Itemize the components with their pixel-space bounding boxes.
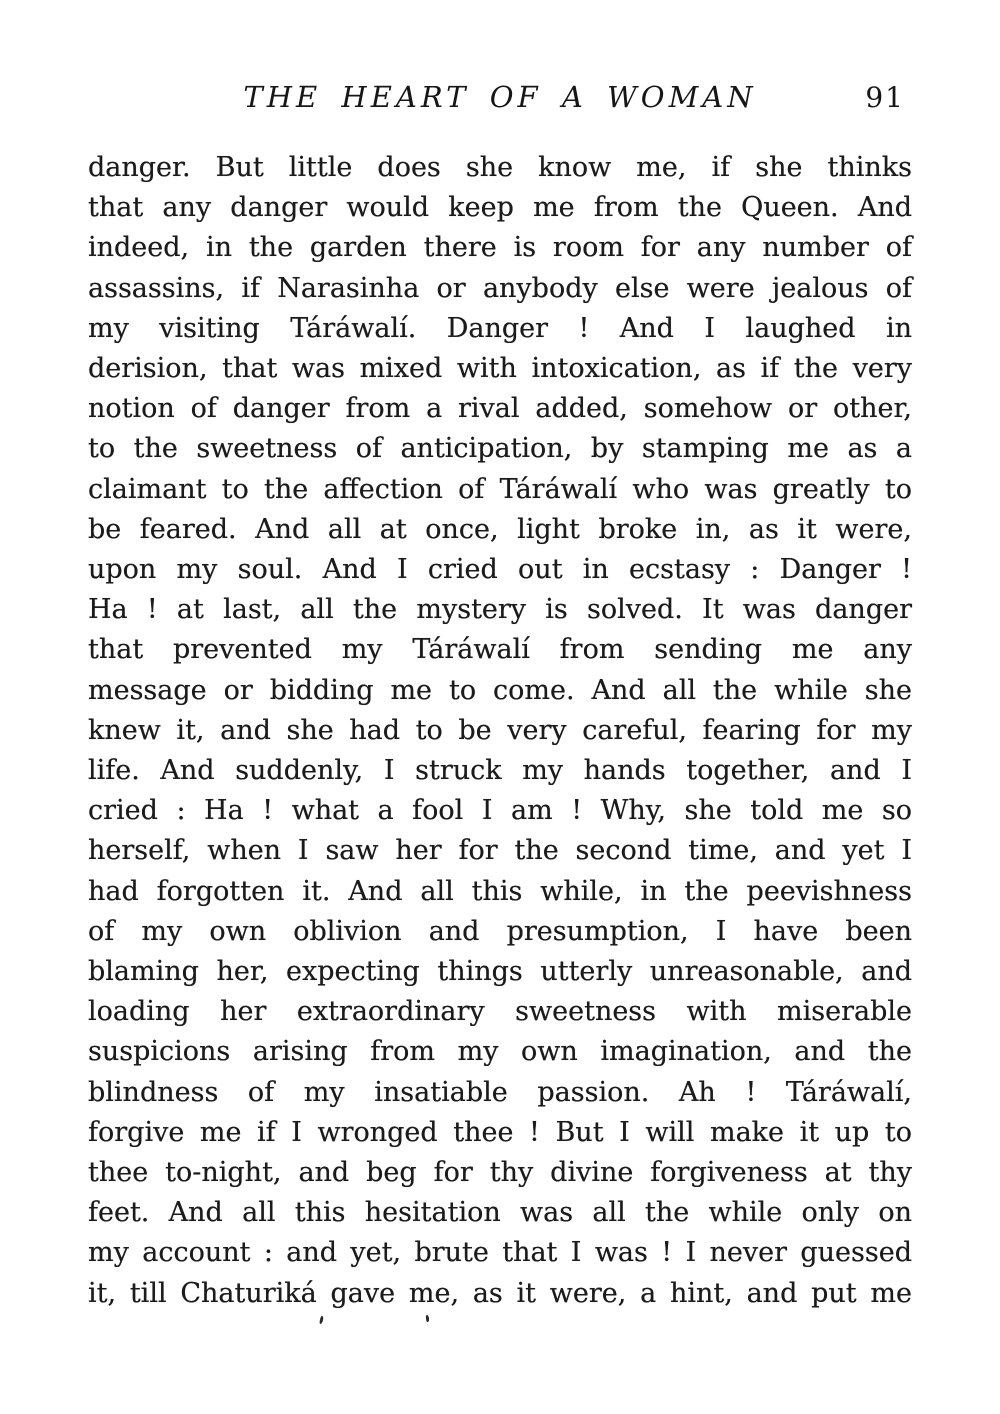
text-line: Ha ! at last, all the mystery is solved. It was danger xyxy=(88,594,912,626)
page-text xyxy=(88,148,912,1314)
text-line: be feared. And all at once, light broke in, as it were, xyxy=(88,513,912,545)
text-line: forgive me if I wronged thee ! But I will make it up to xyxy=(88,1116,912,1148)
running-header-title: THE HEART OF A WOMAN xyxy=(243,80,757,114)
text-line: upon my soul. And I cried out in ecstasy : Danger ! xyxy=(88,554,912,586)
text-line: blindness of my insatiable passion. Ah ! Táráwalí, xyxy=(88,1076,912,1108)
text-line: assassins, if Narasinha or anybody else were jealous of xyxy=(88,272,912,304)
running-header xyxy=(0,82,1000,116)
text-line: notion of danger from a rival added, somehow or other, xyxy=(88,393,912,425)
text-line: to the sweetness of anticipation, by stamping me as a xyxy=(88,433,912,465)
text-line: derision, that was mixed with intoxication, as if the very xyxy=(88,353,912,385)
text-line: had forgotten it. And all this while, in the peevishness xyxy=(88,875,912,907)
scan-ink-speck xyxy=(426,1315,430,1322)
text-line: thee to-night, and beg for thy divine forgiveness at thy xyxy=(88,1157,912,1189)
text-line: my visiting Táráwalí. Danger ! And I laughed in xyxy=(88,312,912,344)
text-line: loading her extraordinary sweetness with miserable xyxy=(88,996,912,1028)
text-line: that prevented my Táráwalí from sending me any xyxy=(88,634,912,666)
text-line: danger. But little does she know me, if she thinks xyxy=(88,152,912,183)
text-line: herself, when I saw her for the second time, and yet I xyxy=(88,835,912,867)
text-line: that any danger would keep me from the Queen. And xyxy=(88,192,912,224)
scan-ink-speck xyxy=(319,1316,324,1324)
text-line: feet. And all this hesitation was all the while only on xyxy=(88,1197,912,1229)
text-line: suspicions arising from my own imagination, and the xyxy=(88,1036,912,1068)
text-line: life. And suddenly, I struck my hands together, and I xyxy=(88,755,912,787)
page-number: 91 xyxy=(865,81,905,114)
text-line: indeed, in the garden there is room for any number of xyxy=(88,232,912,264)
text-line: cried : Ha ! what a fool I am ! Why, she told me so xyxy=(88,795,912,827)
text-line: my account : and yet, brute that I was ! I never guessed xyxy=(88,1237,912,1269)
text-line: blaming her, expecting things utterly unreasonable, and xyxy=(88,956,912,988)
text-line: of my own oblivion and presumption, I have been xyxy=(88,915,912,947)
text-line: knew it, and she had to be very careful, fearing for my xyxy=(88,714,912,746)
text-line: message or bidding me to come. And all the while she xyxy=(88,674,912,706)
text-line: claimant to the affection of Táráwalí who was greatly to xyxy=(88,473,912,505)
text-line: it, till Chaturiká gave me, as it were, a hint, and put me xyxy=(88,1277,912,1309)
